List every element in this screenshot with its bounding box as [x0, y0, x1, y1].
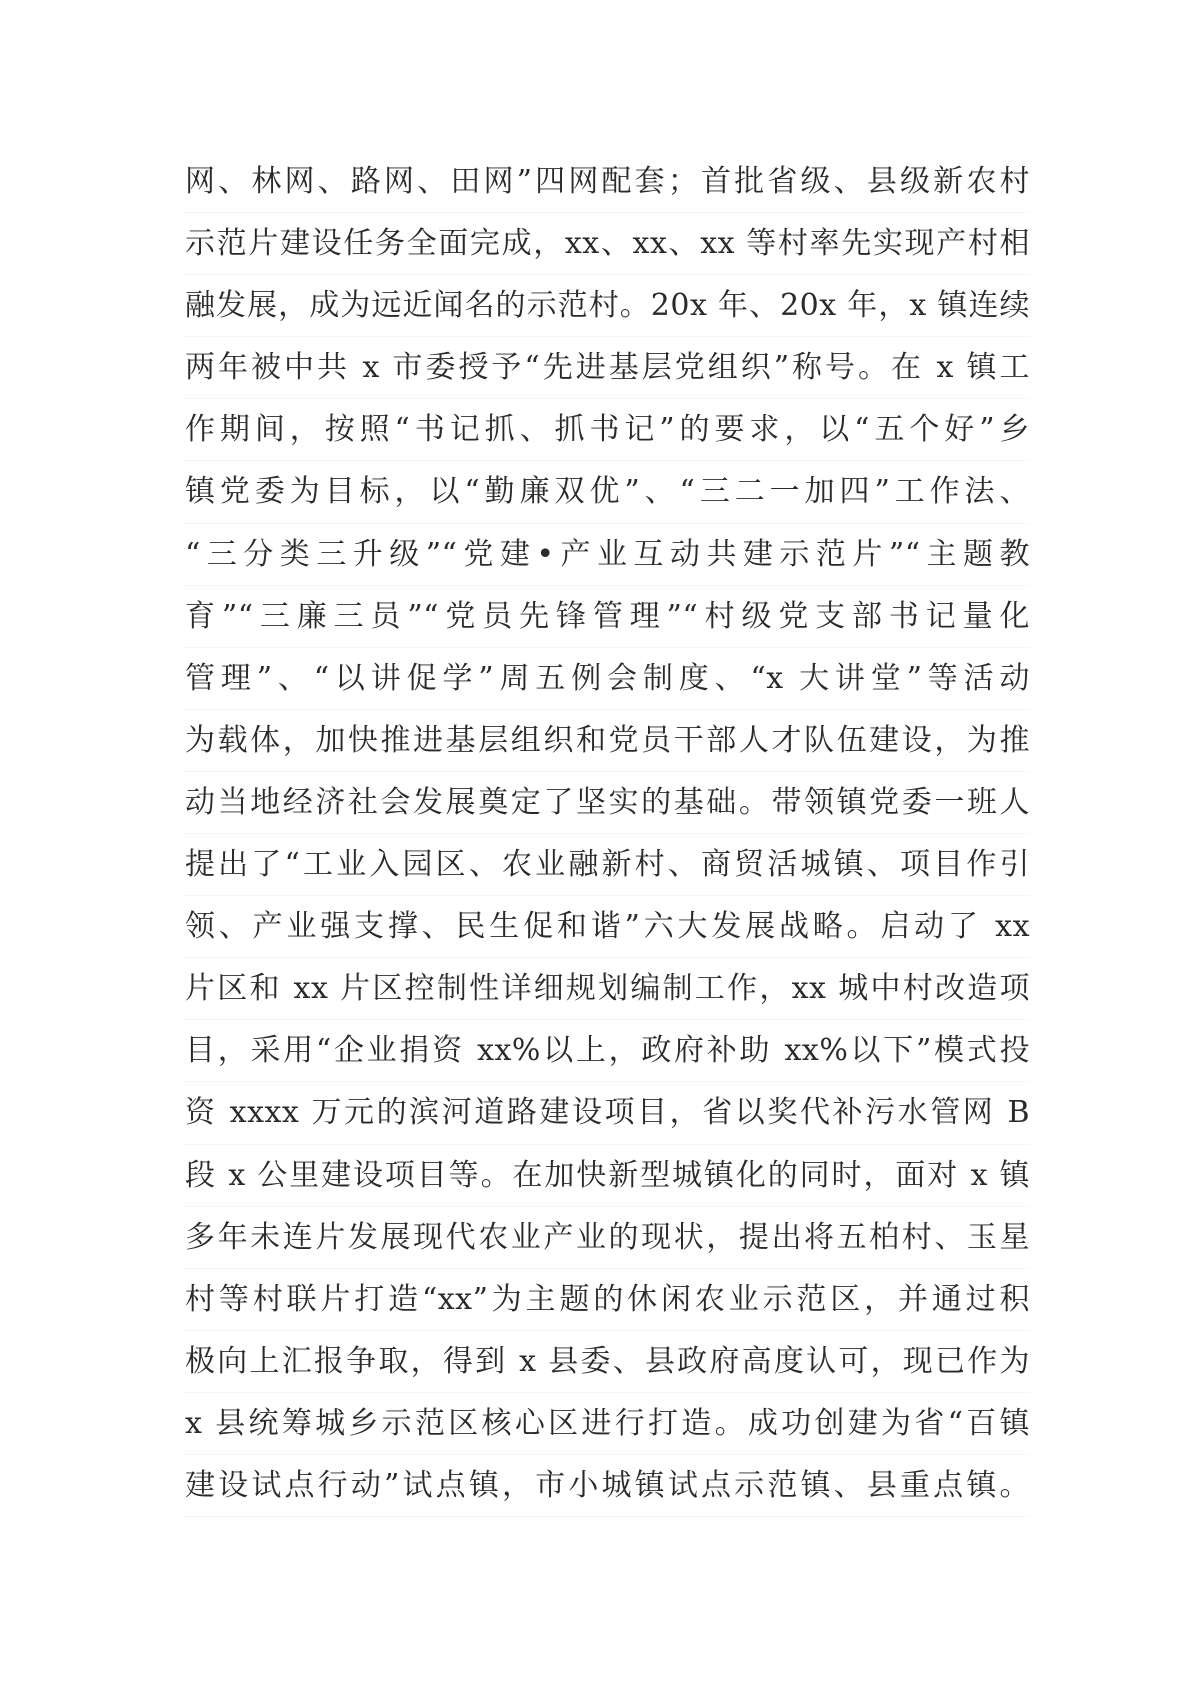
text-line: 提出了“工业入园区、农业融新村、商贸活城镇、项目作引 [185, 834, 1030, 896]
text-line: 两年被中共 x 市委授予“先进基层党组织”称号。在 x 镇工 [185, 337, 1030, 399]
text-line: 管理”、“以讲促学”周五例会制度、“x 大讲堂”等活动 [185, 648, 1030, 710]
text-line: 融发展，成为远近闻名的示范村。20x 年、20x 年，x 镇连续 [185, 275, 1030, 337]
text-line: 作期间，按照“书记抓、抓书记”的要求，以“五个好”乡 [185, 399, 1030, 461]
text-line: “三分类三升级”“党建•产业互动共建示范片”“主题教 [185, 524, 1030, 586]
text-line: 网、林网、路网、田网”四网配套；首批省级、县级新农村 [185, 151, 1030, 213]
body-paragraph [185, 151, 1030, 1517]
text-line: 段 x 公里建设项目等。在加快新型城镇化的同时，面对 x 镇 [185, 1145, 1030, 1207]
text-line: 领、产业强支撑、民生促和谐”六大发展战略。启动了 xx [185, 896, 1030, 958]
text-line: 资 xxxx 万元的滨河道路建设项目，省以奖代补污水管网 B [185, 1082, 1030, 1144]
text-line: 目，采用“企业捐资 xx%以上，政府补助 xx%以下”模式投 [185, 1020, 1030, 1082]
text-line: 为载体，加快推进基层组织和党员干部人才队伍建设，为推 [185, 710, 1030, 772]
text-line: 多年未连片发展现代农业产业的现状，提出将五柏村、玉星 [185, 1207, 1030, 1269]
text-line: x 县统筹城乡示范区核心区进行打造。成功创建为省“百镇 [185, 1393, 1030, 1455]
text-line: 极向上汇报争取，得到 x 县委、县政府高度认可，现已作为 [185, 1331, 1030, 1393]
text-line: 镇党委为目标，以“勤廉双优”、“三二一加四”工作法、 [185, 461, 1030, 523]
text-line: 育”“三廉三员”“党员先锋管理”“村级党支部书记量化 [185, 586, 1030, 648]
text-line: 片区和 xx 片区控制性详细规划编制工作，xx 城中村改造项 [185, 958, 1030, 1020]
text-line: 村等村联片打造“xx”为主题的休闲农业示范区，并通过积 [185, 1269, 1030, 1331]
text-line: 建设试点行动”试点镇，市小城镇试点示范镇、县重点镇。 [185, 1455, 1030, 1517]
text-line: 动当地经济社会发展奠定了坚实的基础。带领镇党委一班人 [185, 772, 1030, 834]
text-line: 示范片建设任务全面完成，xx、xx、xx 等村率先实现产村相 [185, 213, 1030, 275]
